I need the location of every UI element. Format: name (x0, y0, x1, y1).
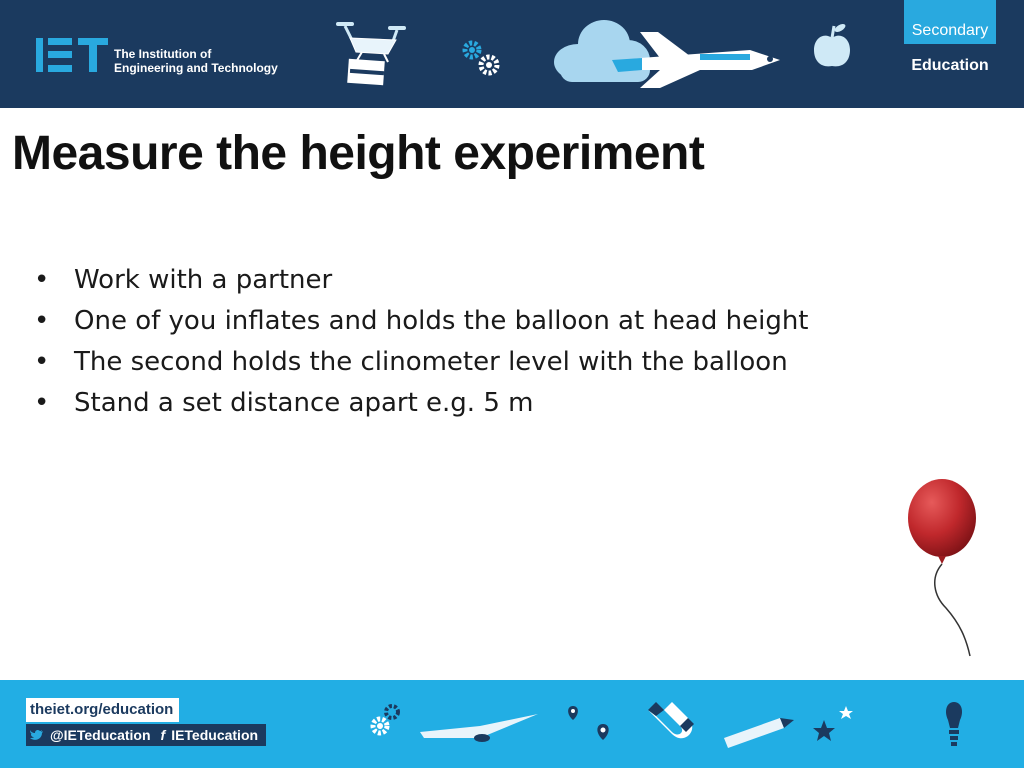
badge-education-label: Education (911, 57, 989, 74)
header-illustrations (0, 0, 900, 108)
facebook-icon: f (160, 727, 166, 743)
header-banner (0, 0, 1024, 108)
pencil-icon (724, 718, 794, 748)
twitter-handle[interactable]: @IETeducation (50, 727, 151, 743)
list-item: • Stand a set distance apart e.g. 5 m (30, 383, 809, 424)
apple-icon (814, 22, 850, 66)
badge-secondary-label: Secondary (904, 0, 996, 44)
stars-icon (813, 706, 853, 741)
secondary-education-badge (904, 0, 996, 90)
org-name-line2: Engineering and Technology (114, 61, 278, 75)
footer-banner (0, 680, 1024, 768)
website-link[interactable]: theiet.org/education (26, 698, 179, 722)
gears-icon (465, 43, 497, 73)
footer-illustrations (0, 680, 1024, 768)
org-name-line1: The Institution of (114, 47, 212, 61)
red-balloon-icon (900, 478, 990, 663)
page-title: Measure the height experiment (12, 127, 705, 180)
glider-icon (420, 714, 538, 742)
facebook-handle[interactable]: IETeducation (171, 727, 259, 743)
cloud-icon (554, 20, 650, 82)
list-item: • One of you inflates and holds the balloon at head height (30, 301, 809, 342)
list-item: • The second holds the clinometer level with the balloon (30, 342, 809, 383)
instruction-list (30, 260, 809, 424)
magnet-icon (648, 702, 694, 738)
drone-icon (336, 22, 406, 85)
light-bulb-icon (946, 702, 962, 746)
list-item: • Work with a partner (30, 260, 809, 301)
location-pin-icon (568, 706, 609, 740)
gears-icon (373, 706, 398, 733)
